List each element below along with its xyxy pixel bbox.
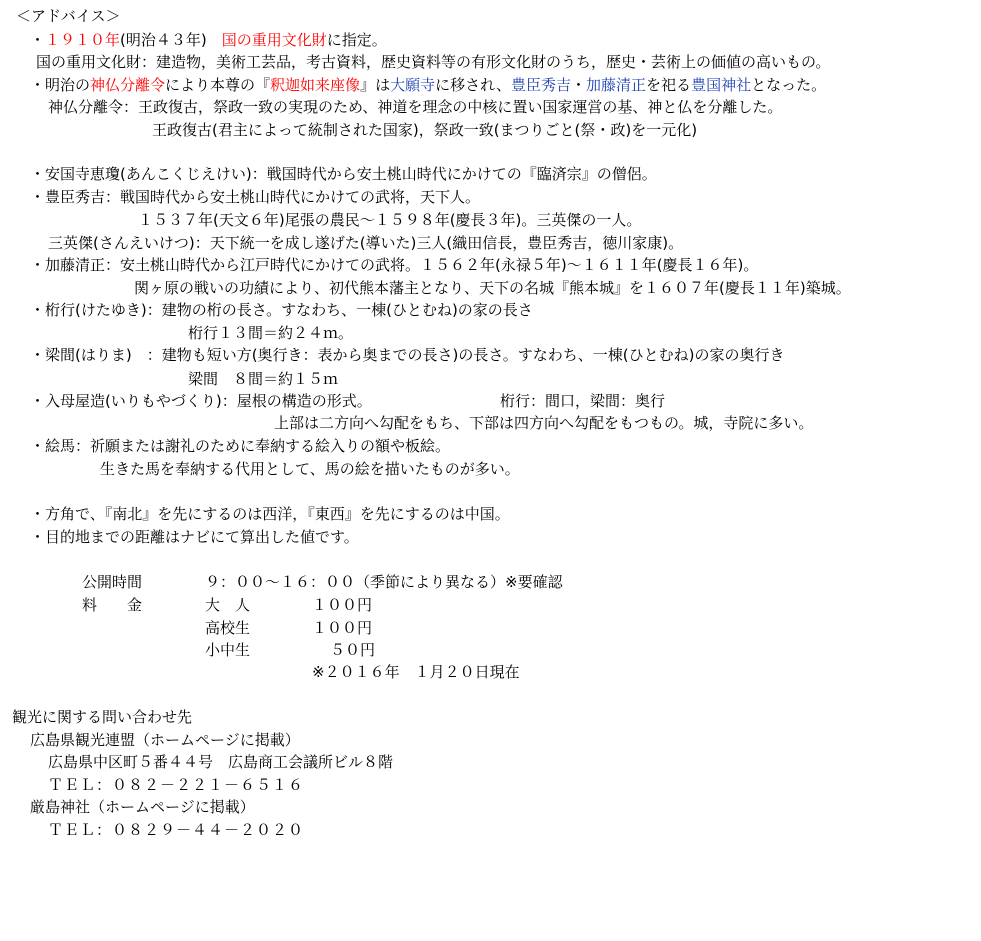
item-shinbutsu-bunri [30, 75, 826, 95]
cultural-property-term: 国の重用文化財 [221, 31, 327, 49]
fee-category-highschool: 高校生 [205, 619, 251, 637]
kiyomasa-name: 加藤清正 [586, 76, 647, 94]
cultural-property-definition: 国の重用文化財：建造物，美術工芸品，考古資料，歴史資料等の有形文化財のうち，歴史・芸術上の価値の高いもの。 [36, 53, 831, 71]
hours-value: ９：００～１６：００（季節により異なる）※要確認 [205, 573, 563, 591]
fee-asof-date: ※２０１６年 １月２０日現在 [312, 663, 520, 681]
advice-header: ＜アドバイス＞ [16, 7, 121, 25]
note-hideyoshi-years: １５３７年(天文６年)尾張の農民～１５９８年(慶長３年)。三英傑の一人。 [138, 211, 642, 229]
fee-price-student: ５０円 [330, 641, 376, 659]
fee-price-adult: １００円 [312, 596, 373, 614]
note-ema-detail: 生きた馬を奉納する代用として、馬の絵を描いたものが多い。 [100, 460, 520, 478]
text-segment: となった。 [751, 76, 827, 94]
bullet: ・ [30, 31, 46, 49]
temple-name: 大願寺 [390, 76, 436, 94]
contact-org-tourism: 広島県観光連盟（ホームページに掲載） [30, 731, 300, 749]
text-segment: 』は [360, 76, 391, 94]
fee-price-highschool: １００円 [312, 619, 373, 637]
shinbutsu-definition-detail: 王政復古(君主によって統制された国家)，祭政一致(まつりごと(祭・政)を一元化) [152, 121, 698, 139]
text-segment: を祀る [646, 76, 692, 94]
note-ema: ・絵馬：祈願または謝礼のために奉納する絵入りの額や板絵。 [30, 437, 451, 455]
shinbutsu-definition: 神仏分離令：王政復古，祭政一致の実現のため、神道を理念の中核に置い国家運営の基、神と仏を分離した。 [48, 98, 783, 116]
fee-category-student: 小中生 [205, 641, 251, 659]
hideyoshi-name: 豊臣秀吉 [511, 76, 572, 94]
note-distance: ・目的地までの距離はナビにて算出した値です。 [30, 528, 359, 546]
note-irimoya: ・入母屋造(いりもやづくり)：屋根の構造の形式。 [30, 392, 372, 410]
text-segment: ・ [571, 76, 587, 94]
designation-suffix: に指定。 [326, 31, 387, 49]
contact-address: 広島県中区町５番４４号 広島商工会議所ビル８階 [48, 753, 394, 771]
item-important-cultural-property [30, 30, 387, 50]
shinbutsu-term: 神仏分離令 [90, 76, 166, 94]
note-irimoya-dims: 桁行：間口，梁間：奥行 [500, 392, 666, 410]
statue-name: 釈迦如来座像 [270, 76, 361, 94]
note-harima: ・梁間(はりま) ：建物も短い方(奥行き：表から奥までの長さ)の長さ。すなわち、一棟(ひとむね)の家の奥行き [30, 346, 785, 364]
fee-category-adult: 大 人 [205, 596, 251, 614]
note-harima-value: 梁間 ８間＝約１５ｍ [188, 370, 339, 388]
era-meiji: (明治４３年) [120, 31, 222, 49]
note-ankokuji: ・安国寺恵瓊(あんこくじえけい)：戦国時代から安土桃山時代にかけての『臨済宗』の僧侶。 [30, 165, 657, 183]
text-segment: ・明治の [30, 76, 91, 94]
note-irimoya-detail: 上部は二方向へ勾配をもち、下部は四方向へ勾配をもつもの。城，寺院に多い。 [274, 414, 814, 432]
hours-label: 公開時間 [82, 573, 143, 591]
note-sanketsu: 三英傑(さんえいけつ)：天下統一を成し遂げた(導いた)三人(織田信長，豊臣秀吉，徳川家康)。 [48, 234, 684, 252]
note-kiyomasa: ・加藤清正：安土桃山時代から江戸時代にかけての武将。１５６２年(永禄５年)～１６１１年(慶長１６年)。 [30, 256, 759, 274]
contact-title: 観光に関する問い合わせ先 [12, 708, 193, 726]
note-kiyomasa-detail: 関ヶ原の戦いの功績により、初代熊本藩主となり、天下の名城『熊本城』を１６０７年(慶長１１年)築城。 [134, 279, 851, 297]
fee-label: 料 金 [82, 596, 143, 614]
note-direction: ・方角で、『南北』を先にするのは西洋，『東西』を先にするのは中国。 [30, 505, 510, 523]
note-ketayuki-value: 桁行１３間＝約２４ｍ。 [188, 324, 354, 342]
note-ketayuki: ・桁行(けたゆき)：建物の桁の長さ。すなわち、一棟(ひとむね)の家の長さ [30, 301, 533, 319]
note-hideyoshi: ・豊臣秀吉：戦国時代から安土桃山時代にかけての武将，天下人。 [30, 188, 481, 206]
text-segment: により本尊の『 [165, 76, 271, 94]
contact-org-shrine: 厳島神社（ホームページに掲載） [30, 798, 255, 816]
text-segment: に移され、 [435, 76, 511, 94]
shrine-name: 豊国神社 [691, 76, 752, 94]
year-1910: １９１０年 [45, 31, 121, 49]
contact-tel-tourism: ＴＥＬ：０８２－２２１－６５１６ [48, 776, 305, 794]
contact-tel-shrine: ＴＥＬ：０８２９－４４－２０２０ [48, 821, 305, 839]
